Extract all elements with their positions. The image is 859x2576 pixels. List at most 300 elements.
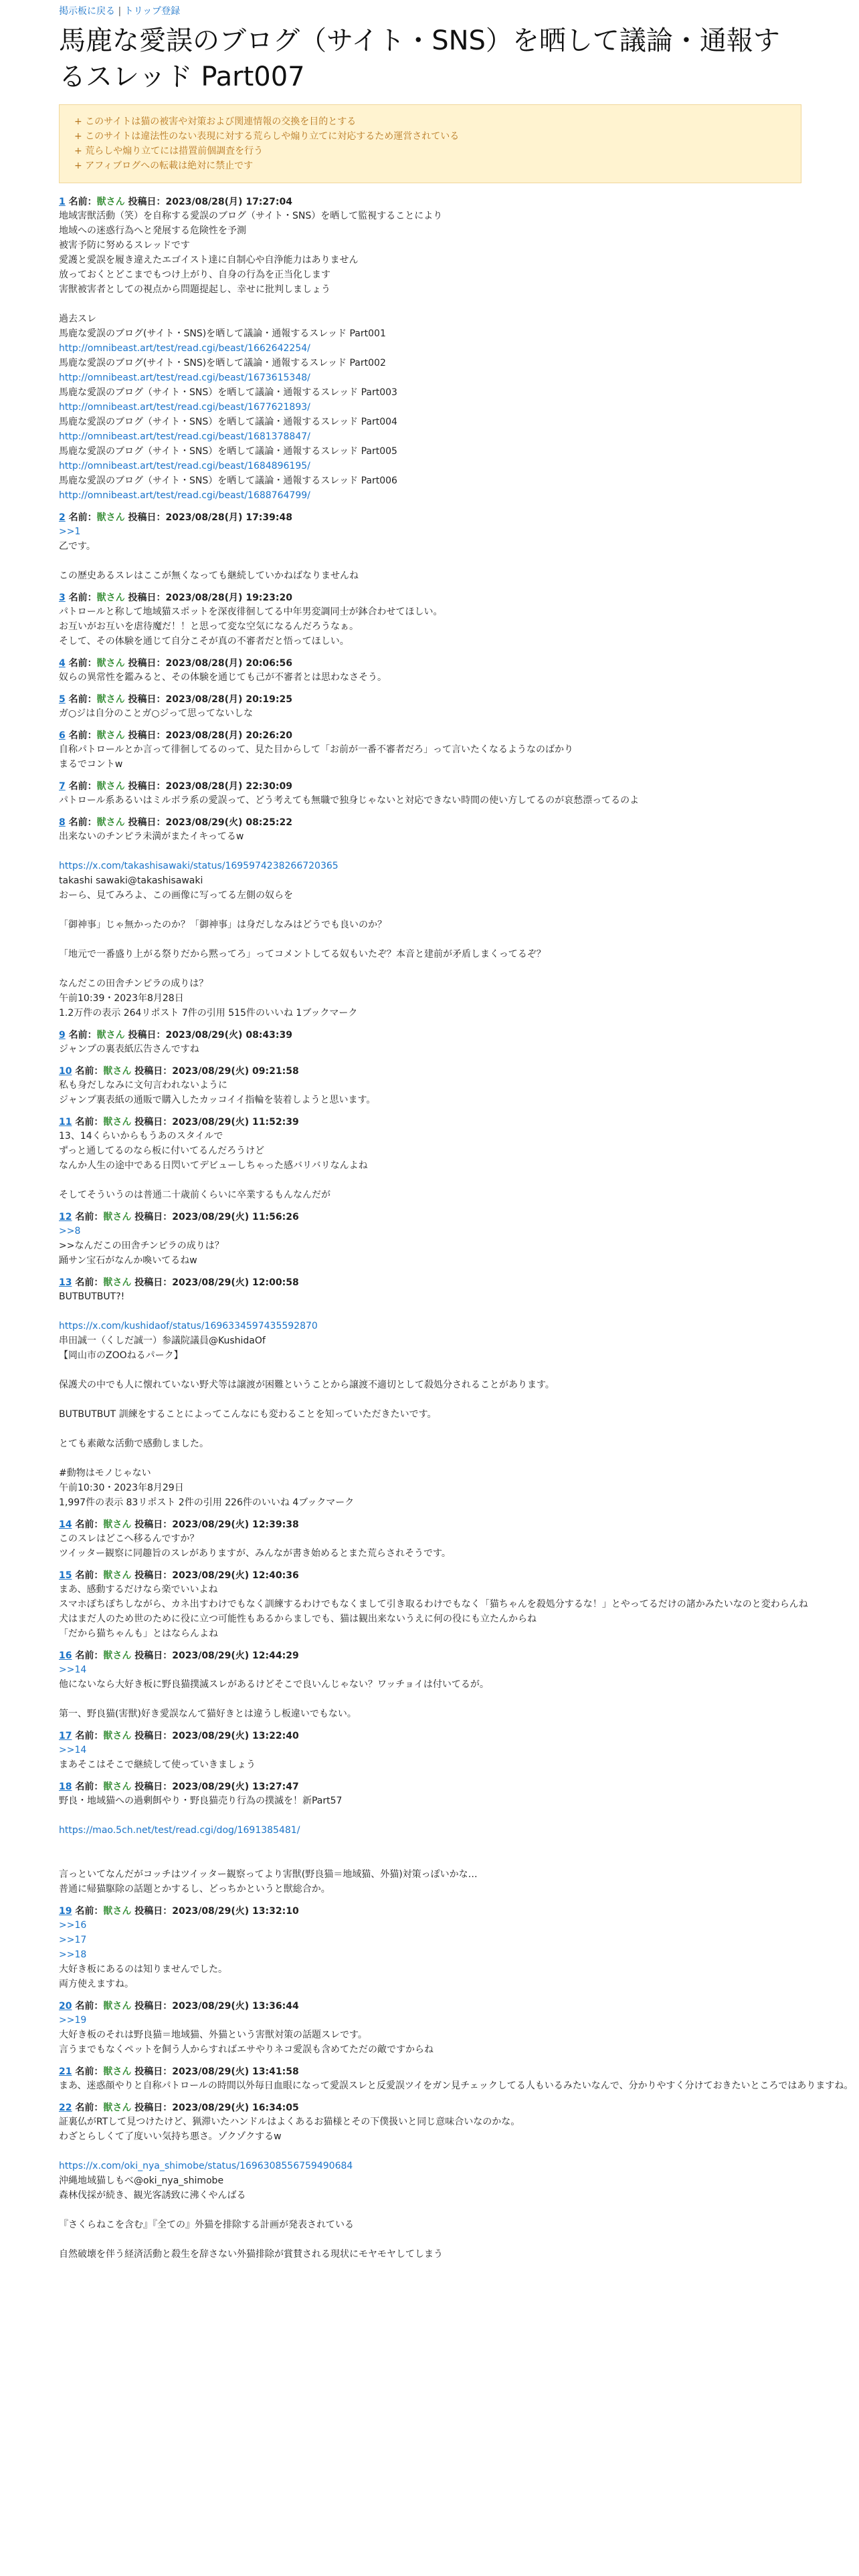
- post-date: 2023/08/29(火) 12:44:29: [172, 1650, 299, 1661]
- post-body: [59, 1918, 801, 1992]
- post-line: 過去スレ: [59, 314, 96, 324]
- post-line: 1.2万件の表示 264リポスト 7件の引用 515件のいいね 1ブックマーク: [59, 1008, 358, 1018]
- top-nav: [59, 4, 801, 17]
- post-date: 2023/08/29(火) 11:56:26: [172, 1212, 299, 1222]
- post-number[interactable]: 15: [59, 1570, 72, 1581]
- post-list: [59, 195, 854, 2262]
- post-line: [59, 524, 801, 539]
- post-number[interactable]: 10: [59, 1066, 72, 1077]
- post-number[interactable]: 5: [59, 694, 66, 705]
- post-line: 放っておくとどこまでもつけ上がり、自身の行為を正当化します: [59, 270, 330, 280]
- post: [59, 1729, 801, 1772]
- posted-label: 投稿日：: [134, 1212, 173, 1222]
- posted-label: 投稿日：: [128, 512, 166, 523]
- reply-anchor-link[interactable]: >>14: [59, 1745, 87, 1755]
- name-label: 名前：: [75, 2103, 104, 2113]
- post-line: [59, 2144, 801, 2159]
- post-line: [59, 844, 801, 859]
- post-line: 乙です。: [59, 541, 96, 552]
- post-line: [59, 488, 801, 503]
- name-label: 名前：: [68, 781, 97, 792]
- post-number[interactable]: 1: [59, 197, 66, 207]
- post-date: 2023/08/28(月) 19:23:20: [165, 593, 292, 603]
- post-line: [59, 2232, 801, 2247]
- poster-name: 獣さん: [103, 1782, 132, 1792]
- post-line: 「御神事」じゃ無かったのか？「御神事」は身だしなみはどうでも良いのか？: [59, 920, 387, 930]
- reply-anchor-link[interactable]: >>8: [59, 1226, 81, 1237]
- poster-name: 獣さん: [96, 197, 125, 207]
- post: [59, 780, 801, 808]
- post-body: [59, 1531, 801, 1561]
- poster-name: 獣さん: [103, 2103, 132, 2113]
- post-line: 奴らの異常性を鑑みると、その体験を通じても己が不審者とは思わなさそう。: [59, 672, 387, 683]
- post-line: 地域害獣活動（笑）を自称する愛誤のブログ（サイト・SNS）を晒して監視することにより: [59, 211, 443, 221]
- post: [59, 1649, 801, 1721]
- post-line: まあそこはそこで継続して使っていきましょう: [59, 1759, 256, 1770]
- rules-box: [59, 104, 801, 183]
- post: [59, 1780, 801, 1897]
- posted-label: 投稿日：: [128, 781, 166, 792]
- post-date: 2023/08/29(火) 13:22:40: [172, 1731, 299, 1741]
- poster-name: 獣さん: [96, 817, 125, 828]
- post-header: [59, 693, 801, 706]
- url-link[interactable]: http://omnibeast.art/test/read.cgi/beast/1688764799/: [59, 490, 310, 501]
- post-number[interactable]: 13: [59, 1277, 72, 1288]
- post-line: ジャンプ裏表紙の通販で購入したカッコイイ指輪を装着しようと思います。: [59, 1095, 376, 1105]
- posted-label: 投稿日：: [134, 1117, 173, 1128]
- post-date: 2023/08/29(火) 08:25:22: [165, 817, 292, 828]
- post-date: 2023/08/29(火) 08:43:39: [165, 1030, 292, 1041]
- post-line: まあ、感動するだけなら楽でいいよね: [59, 1584, 218, 1595]
- post-line: [59, 1173, 801, 1188]
- posted-label: 投稿日：: [128, 197, 166, 207]
- post-line: [59, 370, 801, 385]
- post-date: 2023/08/28(月) 22:30:09: [165, 781, 292, 792]
- post-line: 沖縄地域猫しもべ@oki_nya_shimobe: [59, 2175, 224, 2186]
- name-label: 名前：: [75, 1117, 104, 1128]
- post-line: 馬鹿な愛誤のブログ（サイト・SNS）を晒して議論・通報するスレッド Part004: [59, 417, 397, 427]
- post: [59, 1905, 801, 1992]
- post-line: [59, 1823, 801, 1838]
- post-body: [59, 1743, 801, 1772]
- post-date: 2023/08/29(火) 09:21:58: [172, 1066, 299, 1077]
- posted-label: 投稿日：: [128, 593, 166, 603]
- posted-label: 投稿日：: [134, 1519, 173, 1530]
- post-line: [59, 1363, 801, 1378]
- post-line: とても素敵な活動で感動しました。: [59, 1438, 209, 1449]
- post: [59, 816, 801, 1021]
- post: [59, 1065, 801, 1107]
- post-line: [59, 429, 801, 444]
- post-line: [59, 400, 801, 415]
- post-line: 愛護と愛誤を履き違えたエゴイスト達に自制心や自浄能力はありません: [59, 255, 359, 265]
- post: [59, 1210, 801, 1268]
- poster-name: 獣さん: [96, 593, 125, 603]
- post-line: [59, 1422, 801, 1436]
- url-link[interactable]: https://mao.5ch.net/test/read.cgi/dog/1691385481/: [59, 1825, 300, 1836]
- post-number[interactable]: 21: [59, 2066, 72, 2077]
- post: [59, 1569, 808, 1641]
- posted-label: 投稿日：: [134, 1782, 173, 1792]
- poster-name: 獣さん: [96, 658, 125, 669]
- post-number[interactable]: 6: [59, 730, 66, 741]
- post-line: 馬鹿な愛誤のブログ（サイト・SNS）を晒して議論・通報するスレッド Part005: [59, 446, 397, 457]
- post-line: BUTBUTBUT 訓練をすることによってこんなにも変わることを知っていただきたいです。: [59, 1409, 437, 1420]
- post-line: [59, 1918, 801, 1933]
- poster-name: 獣さん: [103, 1906, 132, 1917]
- post-number[interactable]: 16: [59, 1650, 72, 1661]
- post-date: 2023/08/28(月) 20:19:25: [165, 694, 292, 705]
- post-number[interactable]: 14: [59, 1519, 72, 1530]
- posted-label: 投稿日：: [134, 1731, 173, 1741]
- post-number[interactable]: 17: [59, 1731, 72, 1741]
- post-date: 2023/08/29(火) 13:36:44: [172, 2001, 299, 2012]
- post: [59, 511, 801, 583]
- post-line: #動物はモノじゃない: [59, 1468, 151, 1479]
- poster-name: 獣さん: [103, 1066, 132, 1077]
- post-line: 野良・地域猫への過剰餌やり・野良猫売り行為の撲滅を！新Part57: [59, 1796, 343, 1806]
- post-line: 言うまでもなくペットを飼う人からすればエサやりネコ愛誤も含めてただの敵ですからね: [59, 2044, 434, 2055]
- poster-name: 獣さん: [96, 694, 125, 705]
- post-number[interactable]: 19: [59, 1906, 72, 1917]
- post-line: このスレはどこへ移るんですか？: [59, 1533, 199, 1544]
- name-label: 名前：: [75, 1277, 104, 1288]
- post-line: [59, 1224, 801, 1239]
- post-header: [59, 1029, 801, 1042]
- name-label: 名前：: [68, 658, 97, 669]
- reply-anchor-link[interactable]: >>18: [59, 1949, 87, 1960]
- post-line: 1,997件の表示 83リポスト 2件の引用 226件のいいね 4ブックマーク: [59, 1497, 355, 1508]
- reply-anchor-link[interactable]: >>16: [59, 1920, 87, 1931]
- poster-name: 獣さん: [103, 1277, 132, 1288]
- posted-label: 投稿日：: [128, 658, 166, 669]
- poster-name: 獣さん: [103, 1117, 132, 1128]
- name-label: 名前：: [75, 1212, 104, 1222]
- post-header: [59, 1518, 801, 1531]
- url-link[interactable]: https://x.com/kushidaof/status/1696334597435592870: [59, 1321, 318, 1331]
- post-line: 午前10:39・2023年8月28日: [59, 993, 184, 1004]
- url-link[interactable]: http://omnibeast.art/test/read.cgi/beast/1662642254/: [59, 343, 310, 354]
- post-header: [59, 729, 801, 742]
- post-line: 言っといてなんだがコッチはツイッター観察ってより害獣(野良猫＝地域猫、外猫)対策っぽいかな…: [59, 1869, 478, 1880]
- name-label: 名前：: [75, 1731, 104, 1741]
- posted-label: 投稿日：: [128, 730, 166, 741]
- post-line: 馬鹿な愛誤のブログ（サイト・SNS）を晒して議論・通報するスレッド Part003: [59, 387, 397, 398]
- posted-label: 投稿日：: [128, 1030, 166, 1041]
- post-line: わざとらしくて了度いい気持ち悪さ。ゾクゾクするw: [59, 2131, 282, 2142]
- post: [59, 1029, 801, 1057]
- nav-separator: |: [118, 6, 122, 17]
- poster-name: 獣さん: [103, 2066, 132, 2077]
- name-label: 名前：: [68, 694, 97, 705]
- post-line: [59, 1838, 801, 1852]
- name-label: 名前：: [75, 1650, 104, 1661]
- reply-anchor-link[interactable]: >>14: [59, 1665, 87, 1675]
- poster-name: 獣さん: [96, 512, 125, 523]
- name-label: 名前：: [68, 593, 97, 603]
- post-line: 『さくらねこを含む』『全ての』外猫を排除する計画が発表されている: [59, 2220, 354, 2230]
- name-label: 名前：: [68, 512, 97, 523]
- post-line: 踊サン宝石がなんか喚いてるねw: [59, 1255, 197, 1266]
- post-number[interactable]: 8: [59, 817, 66, 828]
- posted-label: 投稿日：: [134, 2066, 173, 2077]
- post: [59, 195, 801, 503]
- post-body: [59, 1224, 801, 1268]
- post-line: まるでコントw: [59, 759, 123, 770]
- post-number[interactable]: 11: [59, 1117, 72, 1128]
- post-line: 森林伐採が続き、観光客誘致に沸くやんばる: [59, 2190, 246, 2201]
- post-body: [59, 1794, 801, 1897]
- post-number[interactable]: 18: [59, 1782, 72, 1792]
- post-line: 「だから猫ちゃんも」とはならんよね: [59, 1628, 218, 1639]
- posted-label: 投稿日：: [134, 1570, 173, 1581]
- post-header: [59, 1115, 801, 1129]
- post: [59, 693, 801, 721]
- poster-name: 獣さん: [96, 730, 125, 741]
- post-number[interactable]: 3: [59, 593, 66, 603]
- post-date: 2023/08/28(月) 17:39:48: [165, 512, 292, 523]
- post-line: [59, 554, 801, 568]
- post-header: [59, 2065, 801, 2078]
- post-line: [59, 1947, 801, 1962]
- poster-name: 獣さん: [103, 1650, 132, 1661]
- post-body: [59, 793, 801, 808]
- post-body: [59, 1042, 801, 1057]
- post-line: なんか人生の途中である日閃いてデビューしちゃった感バリバリなんよね: [59, 1160, 368, 1171]
- post-header: [59, 1729, 801, 1743]
- post-date: 2023/08/29(火) 13:27:47: [172, 1782, 299, 1792]
- post-header: [59, 816, 801, 829]
- post-number[interactable]: 7: [59, 781, 66, 792]
- post-line: [59, 903, 801, 918]
- post-number[interactable]: 4: [59, 658, 66, 669]
- name-label: 名前：: [68, 197, 97, 207]
- post: [59, 729, 801, 772]
- poster-name: 獣さん: [103, 1519, 132, 1530]
- post-line: 「地元で一番盛り上がる祭りだから黙ってろ」ってコメントしてる奴もいたぞ？本音と建前が矛盾しまくってるぞ？: [59, 949, 546, 960]
- post-line: 第一、野良猫(害獣)好き愛誤なんて猫好きとは違うし板違いでもない。: [59, 1709, 357, 1719]
- post-header: [59, 1569, 801, 1582]
- post-header: [59, 2101, 801, 2115]
- name-label: 名前：: [75, 2066, 104, 2077]
- rule-item: + このサイトは違法性のない表現に対する荒らしや煽り立てに対応するため運営されている: [74, 129, 789, 144]
- post-date: 2023/08/29(火) 12:39:38: [172, 1519, 299, 1530]
- url-link[interactable]: https://x.com/oki_nya_shimobe/status/1696308556759490684: [59, 2161, 353, 2171]
- post: [59, 1518, 801, 1561]
- post-header: [59, 657, 801, 670]
- post-line: 保護犬の中でも人に懐れていない野犬等は譲渡が困難ということから譲渡不適切として殺処分されることがあります。: [59, 1380, 555, 1390]
- post-date: 2023/08/28(月) 17:27:04: [165, 197, 292, 207]
- posted-label: 投稿日：: [128, 694, 166, 705]
- post-body: [59, 524, 801, 583]
- poster-name: 獣さん: [103, 1570, 132, 1581]
- name-label: 名前：: [75, 2001, 104, 2012]
- poster-name: 獣さん: [96, 781, 125, 792]
- post-line: ツイッター観察に同趣旨のスレがありますが、みんなが書き始めるとまた荒らされそうです。: [59, 1548, 451, 1559]
- post-line: 他にないなら大好き板に野良猫撲滅スレがあるけどそこで良いんじゃない？ワッチョイは付いてるが。: [59, 1679, 489, 1690]
- post-number[interactable]: 22: [59, 2103, 72, 2113]
- post-line: [59, 2159, 801, 2173]
- post-line: [59, 459, 801, 473]
- rule-item: + アフィブログへの転載は絶対に禁止です: [74, 158, 789, 173]
- post-line: 証裏仏がRTして見つけたけど、猟滞いたハンドルはよくあるお猫様とその下僕扱いと同じ意味合いなのかな。: [59, 2117, 520, 2127]
- post-line: ガ○ジは自分のことガ○ジって思ってないしな: [59, 708, 254, 719]
- thread-title: 馬鹿な愛誤のブログ（サイト・SNS）を晒して議論・通報するスレッド Part007: [59, 25, 780, 92]
- post-header: [59, 1065, 801, 1078]
- post-line: 出来ないのチンピラ未満がまたイキってるw: [59, 831, 244, 842]
- post-line: 地域への迷惑行為へと発展する危険性を予測: [59, 225, 246, 236]
- post-header: [59, 195, 801, 209]
- post-body: [59, 1129, 801, 1202]
- url-link[interactable]: http://omnibeast.art/test/read.cgi/beast/1681378847/: [59, 431, 310, 442]
- post-line: 両方使えますね。: [59, 1979, 134, 1990]
- post: [59, 2000, 801, 2057]
- name-label: 名前：: [75, 1066, 104, 1077]
- post-line: 普通に帰猫駆除の話題とかするし、どっちかというと獣総合か。: [59, 1884, 330, 1895]
- url-link[interactable]: http://omnibeast.art/test/read.cgi/beast/1677621893/: [59, 402, 310, 413]
- post-header: [59, 1905, 801, 1918]
- name-label: 名前：: [68, 730, 97, 741]
- post-line: この歴史あるスレはここが無くなっても継続していかねばなりませんね: [59, 570, 359, 581]
- name-label: 名前：: [68, 817, 97, 828]
- post-line: 【岡山市のZOOねるパーク】: [59, 1350, 183, 1361]
- post-body: [59, 209, 801, 503]
- post-line: [59, 1451, 801, 1466]
- post-number[interactable]: 9: [59, 1030, 66, 1041]
- post-line: なんだこの田舎チンピラの成りは？: [59, 978, 209, 989]
- post: [59, 1276, 801, 1510]
- post-body: [59, 1582, 808, 1641]
- post-body: [59, 829, 801, 1021]
- posted-label: 投稿日：: [128, 817, 166, 828]
- name-label: 名前：: [75, 1519, 104, 1530]
- post-line: [59, 1743, 801, 1757]
- post: [59, 1115, 801, 1202]
- post-date: 2023/08/29(火) 11:52:39: [172, 1117, 299, 1128]
- post-date: 2023/08/28(月) 20:06:56: [165, 658, 292, 669]
- post-line: [59, 1808, 801, 1823]
- post-line: takashi sawaki@takashisawaki: [59, 875, 203, 886]
- post-body: [59, 742, 801, 772]
- posted-label: 投稿日：: [134, 1277, 173, 1288]
- name-label: 名前：: [75, 1906, 104, 1917]
- post-header: [59, 511, 801, 524]
- post-line: 13、14くらいからもうあのスタイルで: [59, 1131, 223, 1142]
- post-date: 2023/08/28(月) 20:26:20: [165, 730, 292, 741]
- post-line: [59, 859, 801, 873]
- post-line: [59, 1692, 801, 1707]
- reply-anchor-link[interactable]: >>19: [59, 2015, 87, 2026]
- post-line: おーら、見てみろよ、この画像に写ってる左側の奴らを: [59, 890, 293, 901]
- post-line: 被害予防に努めるスレッドです: [59, 240, 190, 251]
- name-label: 名前：: [75, 1782, 104, 1792]
- post-line: [59, 2013, 801, 2028]
- post-body: [59, 2115, 801, 2262]
- reply-anchor-link[interactable]: >>1: [59, 526, 81, 537]
- name-label: 名前：: [75, 1570, 104, 1581]
- post-line: 自然破壊を伴う経済活動と殺生を辞さない外猫排除が賞賛される現状にモヤモヤしてしまう: [59, 2249, 443, 2260]
- post-number[interactable]: 2: [59, 512, 66, 523]
- post-date: 2023/08/29(火) 12:40:36: [172, 1570, 299, 1581]
- post: [59, 591, 801, 649]
- post-line: [59, 932, 801, 947]
- post-line: 私も身だしなみに文句言われないように: [59, 1080, 227, 1091]
- posted-label: 投稿日：: [134, 1066, 173, 1077]
- post-body: [59, 2013, 801, 2057]
- post-number[interactable]: 20: [59, 2001, 72, 2012]
- post-line: [59, 1392, 801, 1407]
- name-label: 名前：: [68, 1030, 97, 1041]
- post-date: 2023/08/29(火) 12:00:58: [172, 1277, 299, 1288]
- rule-item: + 荒らしや煽り立てには措置前個調査を行う: [74, 144, 789, 158]
- back-to-board-link[interactable]: 掲示板に戻る: [59, 6, 115, 17]
- post-number[interactable]: 12: [59, 1212, 72, 1222]
- post-line: [59, 962, 801, 976]
- post-line: [59, 1304, 801, 1319]
- post-line: >>なんだこの田舎チンピラの成りは？: [59, 1241, 224, 1251]
- post-line: 大好き板のそれは野良猫＝地域猫、外猫という害獣対策の話題スレです。: [59, 2030, 367, 2040]
- posted-label: 投稿日：: [134, 2103, 173, 2113]
- poster-name: 獣さん: [103, 2001, 132, 2012]
- post-body: [59, 2078, 854, 2093]
- post-line: [59, 1933, 801, 1947]
- post-date: 2023/08/29(火) 16:34:05: [172, 2103, 299, 2113]
- post-header: [59, 780, 801, 793]
- reply-anchor-link[interactable]: >>17: [59, 1935, 87, 1945]
- post-date: 2023/08/29(火) 13:41:58: [172, 2066, 299, 2077]
- post-line: [59, 1852, 801, 1867]
- poster-name: 獣さん: [103, 1731, 132, 1741]
- post-line: スマホぽちぽちしながら、カネ出すわけでもなく訓練するわけでもなくまして引き取るわけでもなく「猫ちゃんを殺処分するな！」とやってるだけの諸かみたいなのと変わらんね: [59, 1599, 808, 1610]
- post-header: [59, 591, 801, 605]
- post-line: [59, 1662, 801, 1677]
- url-link[interactable]: https://x.com/takashisawaki/status/1695974238266720365: [59, 861, 339, 871]
- post-line: パトロールと称して地域猫スポットを深夜徘徊してる中年男変調同士が鉢合わせてほしい。: [59, 607, 443, 617]
- post-line: 馬鹿な愛誤のブログ(サイト・SNS)を晒して議論・通報するスレッド Part001: [59, 328, 386, 339]
- posted-label: 投稿日：: [134, 1906, 173, 1917]
- post-line: パトロール系あるいはミルボラ系の愛誤って、どう考えても無職で独身じゃないと対応できない時間の使い方してるのが哀愁漂ってるのよ: [59, 795, 640, 806]
- url-link[interactable]: http://omnibeast.art/test/read.cgi/beast/1684896195/: [59, 461, 310, 471]
- post-line: ジャンプの裏表紙広告さんですね: [59, 1044, 199, 1055]
- rule-item: + このサイトは猫の被害や対策および関連情報の交換を目的とする: [74, 114, 789, 129]
- post-header: [59, 2000, 801, 2013]
- post-line: 馬鹿な愛誤のブログ(サイト・SNS)を晒して議論・通報するスレッド Part002: [59, 358, 386, 368]
- post-header: [59, 1649, 801, 1662]
- post-line: [59, 2203, 801, 2218]
- post-line: [59, 341, 801, 356]
- post-body: [59, 1289, 801, 1510]
- post: [59, 657, 801, 685]
- url-link[interactable]: http://omnibeast.art/test/read.cgi/beast/1673615348/: [59, 372, 310, 383]
- post-body: [59, 670, 801, 685]
- post-body: [59, 706, 801, 721]
- post-line: [59, 1319, 801, 1333]
- post-line: 自称パトロールとか言って徘徊してるのって、見た目からして「お前が一番不審者だろ」って言いたくなるようなのばかり: [59, 744, 574, 755]
- post-line: 犬はまだ人のため世のために役に立つ可能性もあるからましでも、猫は観出来ないうえに何の役にも立たんからね: [59, 1614, 537, 1624]
- post-body: [59, 1662, 801, 1721]
- post-line: そしてそういうのは普通二十歳前くらいに卒業するもんなんだが: [59, 1190, 330, 1200]
- poster-name: 獣さん: [96, 1030, 125, 1041]
- trip-register-link[interactable]: トリップ登録: [124, 6, 181, 17]
- post-line: 午前10:30・2023年8月29日: [59, 1483, 184, 1493]
- posted-label: 投稿日：: [134, 1650, 173, 1661]
- post: [59, 2065, 854, 2093]
- post-line: 大好き板にあるのは知りませんでした。: [59, 1964, 227, 1975]
- posted-label: 投稿日：: [134, 2001, 173, 2012]
- post-header: [59, 1276, 801, 1289]
- post-line: 串田誠一（くしだ誠一）参議院議員@KushidaOf: [59, 1335, 266, 1346]
- post-header: [59, 1780, 801, 1794]
